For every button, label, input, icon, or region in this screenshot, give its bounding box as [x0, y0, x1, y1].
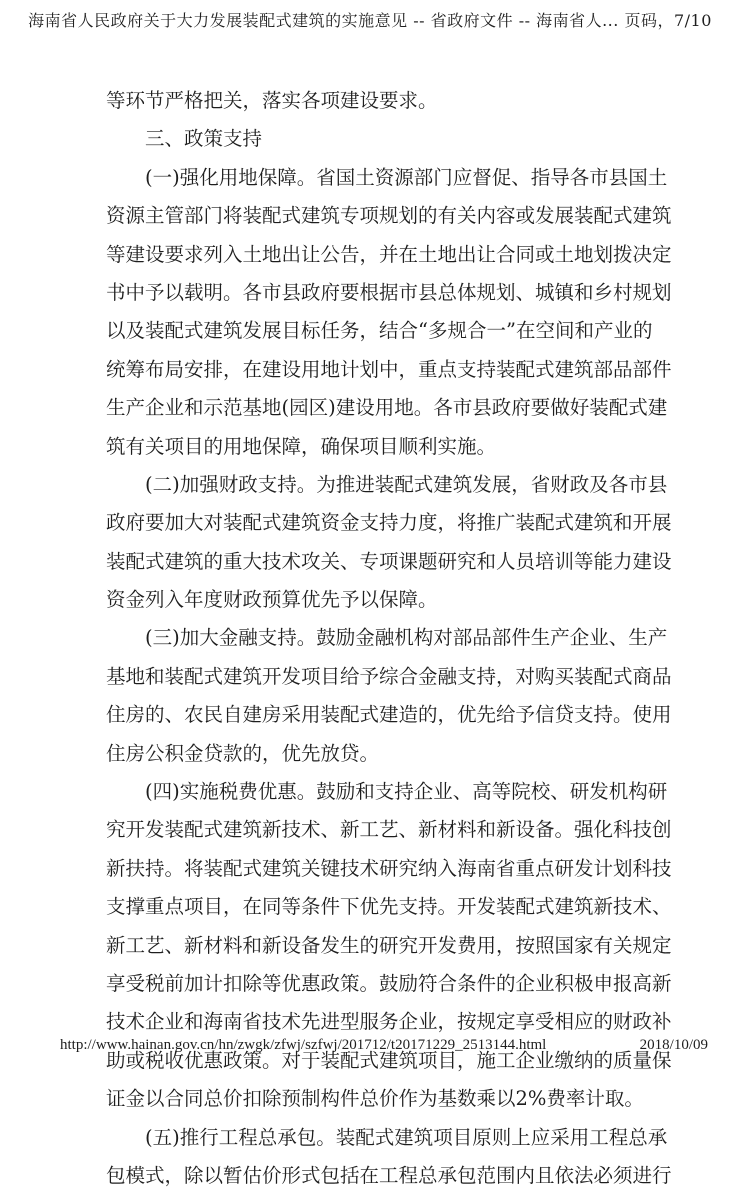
text-line: 新工艺、新材料和新设备发生的研究开发费用，按照国家有关规定 [106, 933, 672, 957]
text-line: 住房公积金贷款的，优先放贷。 [106, 741, 380, 765]
text-line: 等建设要求列入土地出让公告，并在土地出让合同或土地划拨决定 [106, 242, 672, 266]
text-line: 支撑重点项目，在同等条件下优先支持。开发装配式建筑新技术、 [106, 895, 672, 919]
text-line: 资源主管部门将装配式建筑专项规划的有关内容或发展装配式建筑 [106, 204, 672, 228]
text-line: 装配式建筑的重大技术攻关、专项课题研究和人员培训等能力建设 [106, 549, 672, 573]
paragraph-start-line: (四)实施税费优惠。鼓励和支持企业、高等院校、研发机构研 [145, 780, 668, 804]
text-line: 包模式，除以暂估价形式包括在工程总承包范围内且依法必须进行 [106, 1163, 672, 1187]
paragraph-start-line: (一)强化用地保障。省国土资源部门应督促、指导各市县国土 [145, 165, 668, 189]
text-line: 筑有关项目的用地保障，确保项目顺利实施。 [106, 434, 497, 458]
source-url: http://www.hainan.gov.cn/hn/zwgk/zfwj/szfwj/201712/t20171229_2513144.html [60, 1037, 547, 1053]
text-line: 新扶持。将装配式建筑关键技术研究纳入海南省重点研发计划科技 [106, 856, 672, 880]
paragraph-start-line: (五)推行工程总承包。装配式建筑项目原则上应采用工程总承 [145, 1125, 668, 1149]
text-line: 生产企业和示范基地(园区)建设用地。各市县政府要做好装配式建 [106, 396, 668, 420]
print-date: 2018/10/09 [639, 1037, 708, 1053]
text-line: 等环节严格把关，落实各项建设要求。 [106, 89, 438, 112]
text-line: 政府要加大对装配式建筑资金支持力度，将推广装配式建筑和开展 [106, 511, 672, 535]
page-header: 海南省人民政府关于大力发展装配式建筑的实施意见 -- 省政府文件 -- 海南省人... 页码，7/10 [28, 11, 712, 30]
document-body [106, 82, 672, 1195]
text-line: 助或税收优惠政策。对于装配式建筑项目，施工企业缴纳的质量保 [106, 1048, 672, 1072]
text-line: 基地和装配式建筑开发项目给予综合金融支持，对购买装配式商品 [106, 664, 672, 688]
text-line: 资金列入年度财政预算优先予以保障。 [106, 588, 438, 612]
text-line: 技术企业和海南省技术先进型服务企业，按规定享受相应的财政补 [106, 1010, 672, 1034]
text-line: 住房的、农民自建房采用装配式建造的，优先给予信贷支持。使用 [106, 703, 672, 727]
paragraph-start-line: (三)加大金融支持。鼓励金融机构对部品部件生产企业、生产 [145, 626, 668, 650]
text-line: 究开发装配式建筑新技术、新工艺、新材料和新设备。强化科技创 [106, 818, 672, 842]
section-heading: 三、政策支持 [145, 127, 263, 151]
paragraph-start-line: (二)加强财政支持。为推进装配式建筑发展，省财政及各市县 [145, 472, 668, 496]
text-line: 以及装配式建筑发展目标任务，结合“多规合一”在空间和产业的 [106, 319, 653, 343]
text-line: 证金以合同总价扣除预制构件总价作为基数乘以2%费率计取。 [106, 1087, 644, 1111]
text-line: 享受税前加计扣除等优惠政策。鼓励符合条件的企业积极申报高新 [106, 971, 672, 995]
text-line: 统筹布局安排，在建设用地计划中，重点支持装配式建筑部品部件 [106, 357, 672, 381]
text-line: 书中予以载明。各市县政府要根据市县总体规划、城镇和乡村规划 [106, 280, 672, 304]
